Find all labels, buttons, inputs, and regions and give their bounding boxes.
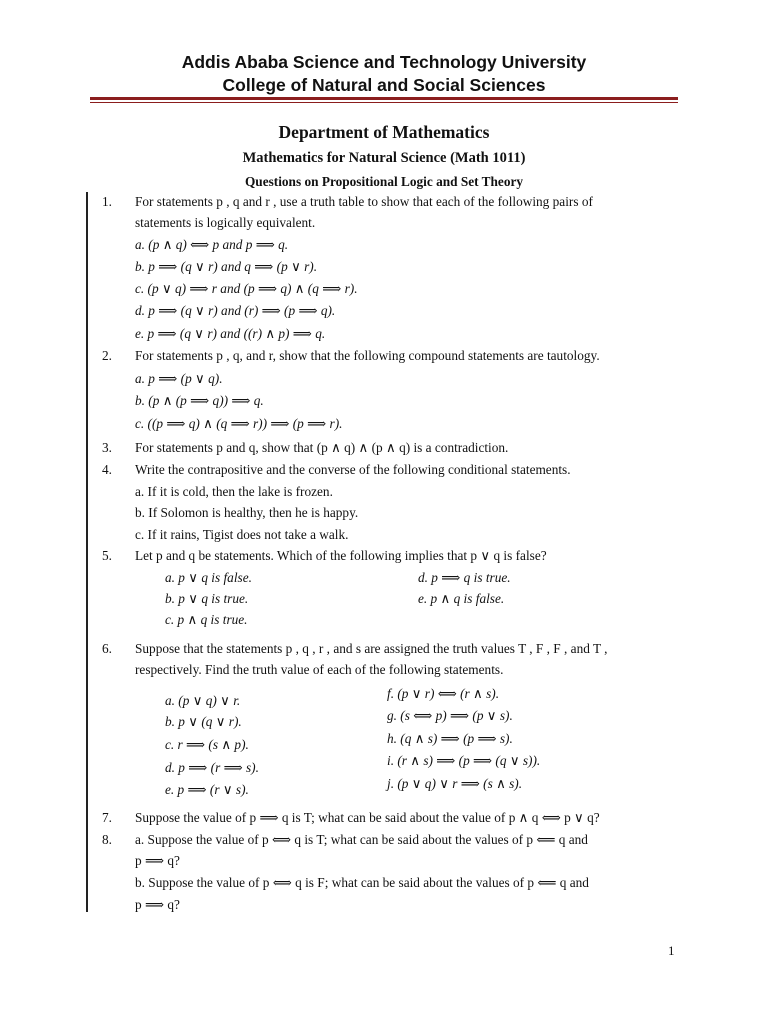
question-text: Write the contrapositive and the converse of the following conditional statements.	[135, 462, 571, 477]
question-text: For statements p , q, and r, show that the following compound statements are tautology.	[135, 348, 600, 363]
question-text: For statements p and q, show that (p ∧ q) ∧ (p ∧ q) is a contradiction.	[135, 440, 509, 455]
question-number: 1.	[102, 194, 112, 209]
question-text: p ⟹ q?	[135, 853, 180, 868]
list-item: a. (p ∨ q) ∨ r.	[165, 693, 241, 708]
question-number: 6.	[102, 641, 112, 656]
question-number: 4.	[102, 462, 112, 477]
list-item: d. p ⟹ (q ∨ r) and (r) ⟹ (p ⟹ q).	[135, 303, 336, 318]
question-number: 7.	[102, 810, 112, 825]
list-item: a. (p ∧ q) ⟺ p and p ⟹ q.	[135, 237, 289, 252]
question-number: 2.	[102, 348, 112, 363]
list-item: e. p ⟹ (r ∨ s).	[165, 782, 249, 797]
list-item: i. (r ∧ s) ⟹ (p ⟹ (q ∨ s)).	[387, 753, 541, 768]
department-title: Department of Mathematics	[278, 122, 490, 142]
list-item: d. p ⟹ (r ⟹ s).	[165, 760, 259, 775]
college-name: College of Natural and Social Sciences	[222, 75, 546, 95]
list-item: j. (p ∨ q) ∨ r ⟹ (s ∧ s).	[387, 776, 523, 791]
question-text: b. Suppose the value of p ⟺ q is F; what can be said about the values of p ⟸ q and	[135, 875, 589, 890]
list-item: c. (p ∨ q) ⟹ r and (p ⟹ q) ∧ (q ⟹ r).	[135, 281, 358, 296]
header-rule-thick	[90, 97, 678, 100]
list-item: d. p ⟹ q is true.	[418, 570, 511, 585]
list-item: e. p ∧ q is false.	[418, 591, 505, 606]
question-text: Suppose that the statements p , q , r , and s are assigned the truth values T , F , F , and T ,	[135, 641, 608, 656]
document-title: Questions on Propositional Logic and Set Theory	[244, 174, 524, 189]
question-text: respectively. Find the truth value of each of the following statements.	[135, 662, 504, 677]
list-item: b. If Solomon is healthy, then he is happy.	[135, 505, 359, 520]
list-item: a. p ⟹ (p ∨ q).	[135, 371, 223, 386]
header-rule-thin	[90, 102, 678, 103]
list-item: f. (p ∨ r) ⟺ (r ∧ s).	[387, 686, 500, 701]
list-item: c. p ∧ q is true.	[165, 612, 248, 627]
list-item: c. r ⟹ (s ∧ p).	[165, 737, 249, 752]
question-text: For statements p , q and r , use a truth table to show that each of the following pairs of	[135, 194, 593, 209]
question-text: Suppose the value of p ⟹ q is T; what can be said about the value of p ∧ q ⟺ p ∨ q?	[135, 810, 600, 825]
list-item: b. (p ∧ (p ⟹ q)) ⟹ q.	[135, 393, 264, 408]
left-margin-bar	[86, 192, 88, 912]
list-item: a. If it is cold, then the lake is frozen.	[135, 484, 333, 499]
list-item: c. If it rains, Tigist does not take a walk.	[135, 527, 349, 542]
question-text: Let p and q be statements. Which of the following implies that p ∨ q is false?	[135, 548, 547, 563]
course-title: Mathematics for Natural Science (Math 1011)	[242, 150, 526, 166]
page-number: 1	[668, 943, 675, 958]
question-number: 3.	[102, 440, 112, 455]
question-text: statements is logically equivalent.	[135, 215, 316, 230]
list-item: b. p ⟹ (q ∨ r) and q ⟹ (p ∨ r).	[135, 259, 318, 274]
question-number: 8.	[102, 832, 112, 847]
list-item: c. ((p ⟹ q) ∧ (q ⟹ r)) ⟹ (p ⟹ r).	[135, 416, 343, 431]
list-item: a. p ∨ q is false.	[165, 570, 252, 585]
question-text: a. Suppose the value of p ⟺ q is T; what can be said about the values of p ⟸ q and	[135, 832, 588, 847]
university-name: Addis Ababa Science and Technology University	[181, 52, 587, 72]
list-item: b. p ∨ q is true.	[165, 591, 249, 606]
list-item: h. (q ∧ s) ⟹ (p ⟹ s).	[387, 731, 513, 746]
list-item: g. (s ⟺ p) ⟹ (p ∨ s).	[387, 708, 513, 723]
question-text: p ⟹ q?	[135, 897, 180, 912]
question-number: 5.	[102, 548, 112, 563]
list-item: b. p ∨ (q ∨ r).	[165, 714, 242, 729]
list-item: e. p ⟹ (q ∨ r) and ((r) ∧ p) ⟹ q.	[135, 326, 326, 341]
